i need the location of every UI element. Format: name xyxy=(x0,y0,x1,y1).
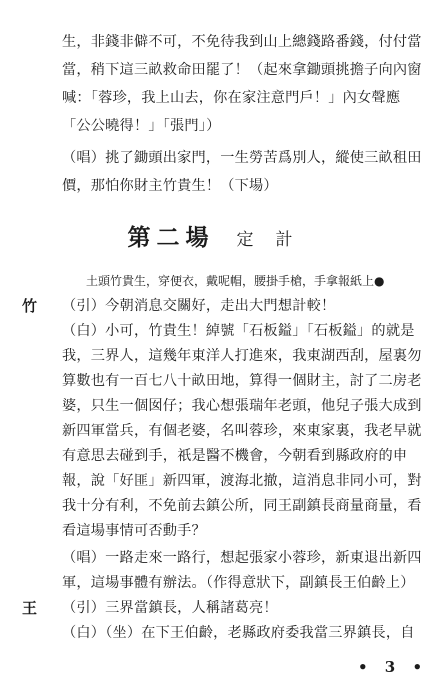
text-line: 算數也有一百七八十畝田地，算得一個財主，討了二房老 xyxy=(62,373,422,389)
text-line: 生，非錢非僻不可，不免待我到山上總錢路番錢，付付當 xyxy=(62,34,422,50)
text-line: 喊：「蓉珍，我上山去，你在家注意門戶！」內女聲應 xyxy=(62,90,401,106)
text-line: 婆，只生一個囡仔；我心想張瑞年老頭，他兒子張大成到 xyxy=(62,398,422,414)
text-line: （引）三界當鎮長，人稱諸葛亮！ xyxy=(62,600,278,616)
scene-title: 第二場 xyxy=(127,224,215,251)
text-line: （白）（坐）在下王伯齡，老縣政府委我當三界鎮長，自 xyxy=(62,625,415,641)
scene-subtitle: 定計 xyxy=(236,230,315,250)
page-number: • 3 • xyxy=(358,658,429,676)
speaker-zhu: 竹 xyxy=(22,297,38,315)
text-line: 「公公曉得！」「張門」） xyxy=(62,118,221,134)
text-line: （白）小可，竹貴生！綽號「石板鎰」「石板鎰」的就是 xyxy=(62,323,415,339)
text-line: 新四軍當兵，有個老婆，名叫蓉珍，來東家裏，我老早就 xyxy=(62,423,422,439)
text-line: 我，三界人，這幾年東洋人打進來，我東湖西刮，屋裏勿 xyxy=(62,348,422,364)
stage-direction: 土頭竹貴生，穿便衣，戴呢帽，腰掛手槍，手拿報紙上● xyxy=(86,274,385,288)
text-line: 看這場事情可否動手？ xyxy=(62,523,206,539)
text-line: 當，稍下這三畝救命田罷了！（起來拿鋤頭挑擔子向內窗 xyxy=(62,62,422,78)
text-line: 軍，這場事體有辦法。（作得意狀下，副鎮長王伯齡上） xyxy=(62,575,415,591)
speaker-wang: 王 xyxy=(22,599,38,617)
text-line: （唱）挑了鋤頭出家門，一生勞苦爲別人，縱使三畝租田 xyxy=(62,150,422,166)
text-line: 有意思去碰到手，祇是醫不機會，今朝看到縣政府的申 xyxy=(62,448,408,464)
text-line: （引）今朝消息交關好，走出大門想計較！ xyxy=(62,298,336,314)
text-line: （唱）一路走來一路行，想起張家小蓉珍，新東退出新四 xyxy=(62,550,422,566)
scene-heading xyxy=(0,223,442,255)
text-line: 我十分有利，不免前去鎮公所，同王副鎮長商量商量，看 xyxy=(62,498,422,514)
text-line: 價，那怕你財主竹貴生！（下場） xyxy=(62,178,278,194)
text-line: 報，說「好匪」新四軍，渡海北撤，這消息非同小可，對 xyxy=(62,473,422,489)
